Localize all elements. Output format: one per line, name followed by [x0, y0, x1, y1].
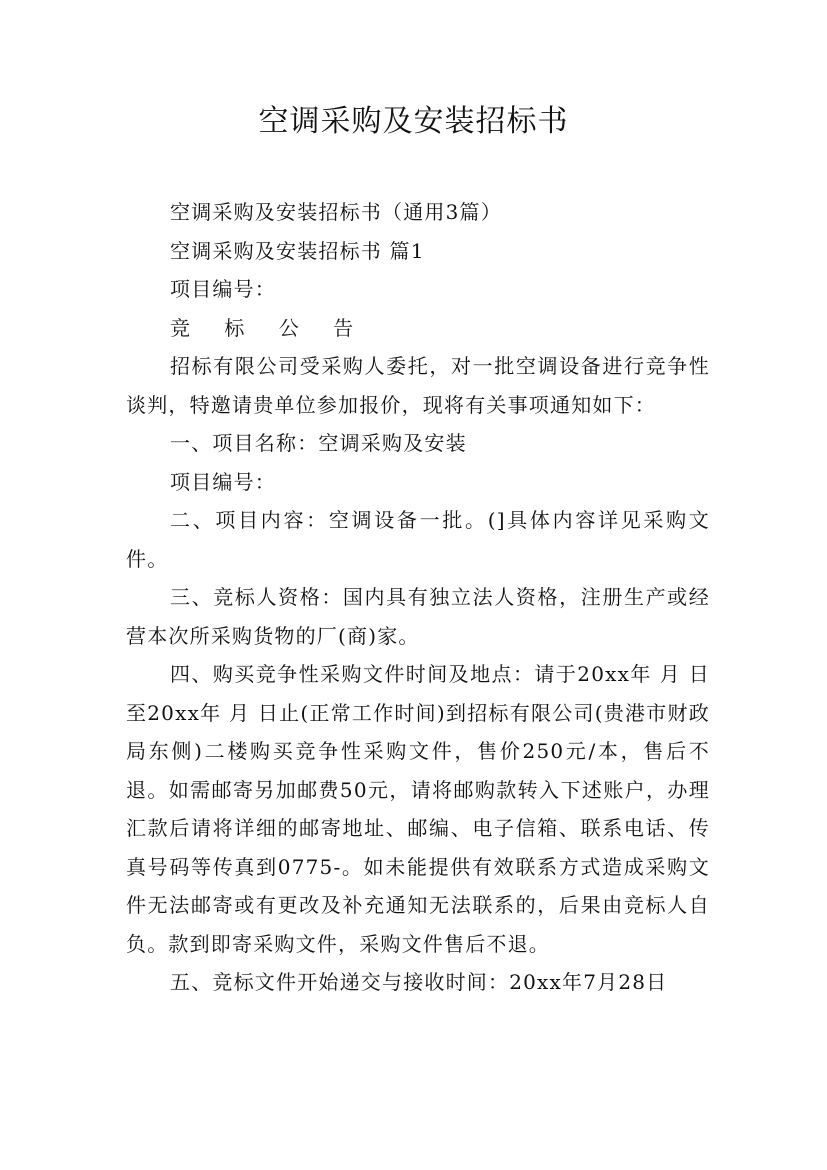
document-body: [126, 193, 710, 1002]
purchase-documents-paragraph: 四、购买竞争性采购文件时间及地点：请于20xx年 月 日至20xx年 月 日止(正常工作时间)到招标有限公司(贵港市财政局东侧)二楼购买竞争性采购文件，售价250元/本，售后不退。如需邮寄另加邮费50元，请将邮购款转入下述账户，办理汇款后请将详细的邮寄地址、邮编、电子信箱、联系电话、传真号码等传真到0775-。如未能提供有效联系方式造成采购文件无法邮寄或有更改及补充通知无法联系的，后果由竞标人自负。款到即寄采购文件，采购文件售后不退。: [126, 662, 710, 956]
section-heading: 空调采购及安装招标书 篇1: [170, 238, 425, 263]
intro-paragraph: 招标有限公司受采购人委托，对一批空调设备进行竞争性谈判，特邀请贵单位参加报价，现将有关事项通知如下：: [126, 354, 710, 417]
subtitle-line: 空调采购及安装招标书（通用3篇）: [170, 200, 502, 224]
document-title: 空调采购及安装招标书: [258, 104, 569, 139]
project-name-line: 一、项目名称：空调采购及安装: [170, 431, 467, 455]
submission-time-paragraph: 五、竞标文件开始递交与接收时间：20xx年7月28日: [170, 970, 668, 994]
bidder-qualification-paragraph: 三、竞标人资格：国内具有独立法人资格，注册生产或经营本次所采购货物的厂(商)家。: [126, 585, 710, 648]
project-content-paragraph: 二、项目内容：空调设备一批。(]具体内容详见采购文件。: [126, 508, 710, 571]
project-number-line-2: 项目编号：: [170, 469, 276, 494]
notice-heading: 竞 标 公 告: [170, 315, 368, 340]
project-number-line: 项目编号：: [170, 277, 276, 301]
